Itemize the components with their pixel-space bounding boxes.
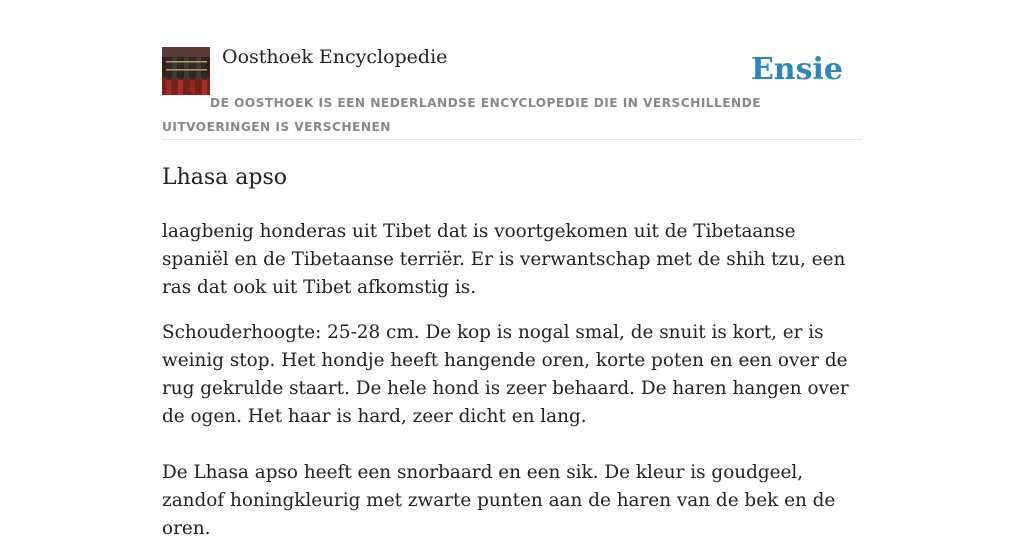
brand-logo-link[interactable]: Ensie xyxy=(750,52,843,87)
book-spines-icon xyxy=(162,47,210,95)
article xyxy=(162,160,867,560)
article-paragraph: De Lhasa apso heeft een snorbaard en een sik. De kleur is goudgeel, zandof honingkleurig met zwarte punten aan de haren van de bek en de oren. xyxy=(162,462,836,539)
avatar[interactable] xyxy=(162,47,210,95)
article-title: Lhasa apso xyxy=(162,165,288,190)
article-paragraph: laagbenig honderas uit Tibet dat is voortgekomen uit de Tibetaanse spaniël en de Tibetaanse terriër. Er is verwantschap met de shih tzu, een ras dat ook uit Tibet afkomstig is. xyxy=(162,221,846,298)
paragraph-spacer xyxy=(162,448,867,459)
article-paragraph: Schouderhoogte: 25-28 cm. De kop is nogal smal, de snuit is kort, er is weinig stop. Het hondje heeft hangende oren, korte poten en een over de rug gekrulde staart. De hele hond is zeer behaard. De haren hangen over de ogen. Het haar is hard, zeer dicht en lang. xyxy=(162,322,849,427)
header xyxy=(162,44,862,140)
site-name-link[interactable]: Oosthoek Encyclopedie xyxy=(222,46,448,68)
site-tagline: DE OOSTHOEK IS EEN NEDERLANDSE ENCYCLOPEDIE DIE IN VERSCHILLENDE UITVOERINGEN IS VERSCHENEN xyxy=(162,96,761,134)
